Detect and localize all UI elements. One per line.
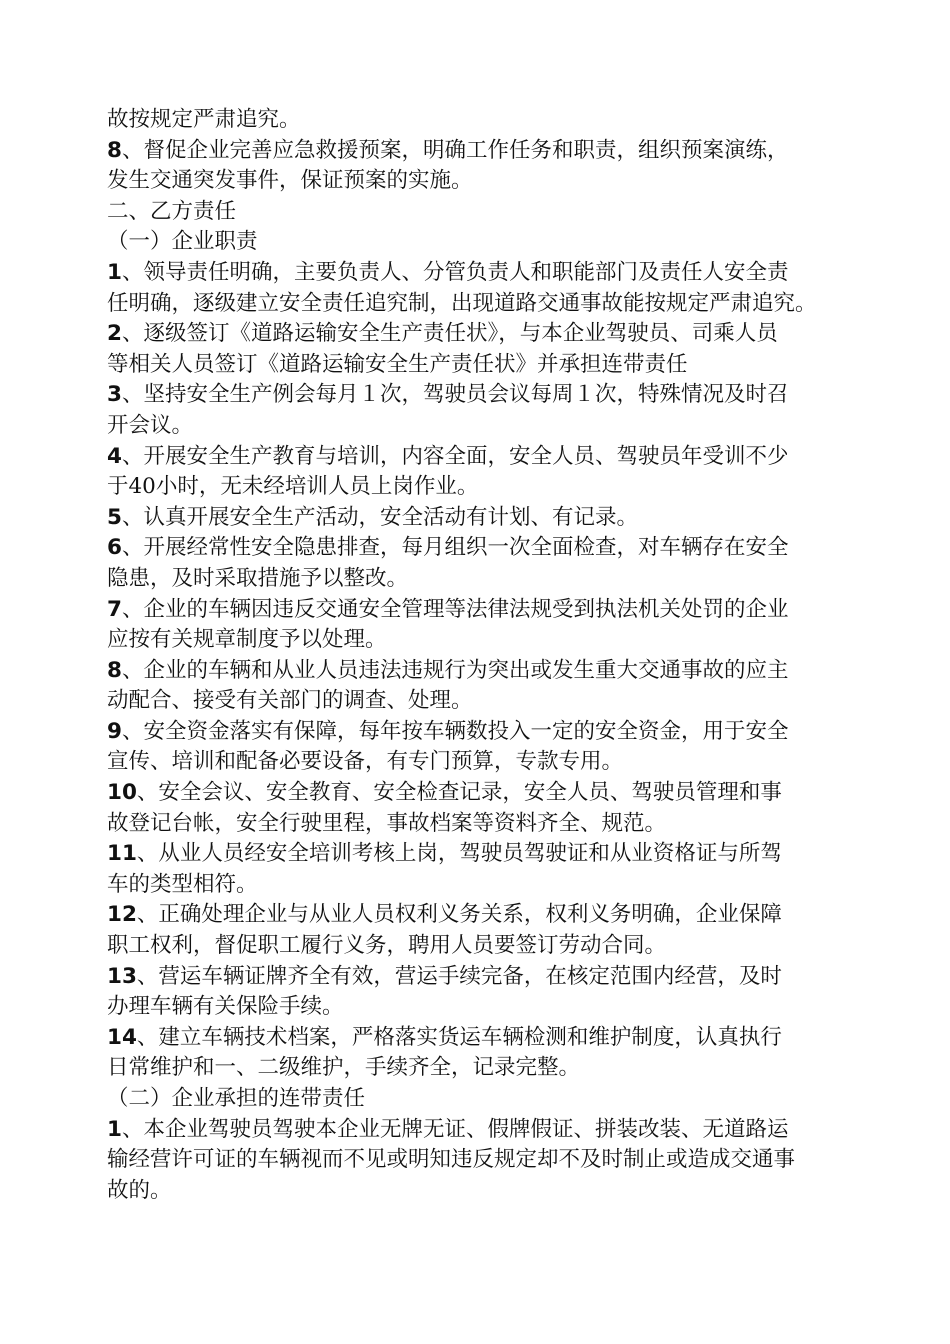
- line-text: 动配合、接受有关部门的调查、处理。: [107, 688, 473, 714]
- text-line: [107, 1115, 887, 1146]
- text-line: [107, 962, 887, 993]
- line-text: 、开展经常性安全隐患排查，每月组织一次全面检查，对车辆存在安全: [121, 535, 789, 561]
- item-number: 11: [107, 841, 137, 867]
- item-number: 3: [107, 382, 122, 408]
- text-line: [107, 380, 887, 411]
- text-line: [107, 411, 887, 442]
- text-line: [107, 900, 887, 931]
- line-text: 、企业的车辆和从业人员违法违规行为突出或发生重大交通事故的应主: [121, 657, 789, 683]
- item-number: 7: [107, 596, 122, 622]
- line-text: 办理车辆有关保险手续。: [107, 994, 344, 1020]
- line-text: （二）企业承担的连带责任: [107, 1086, 366, 1111]
- text-line: [107, 717, 887, 748]
- line-text: 、坚持安全生产例会每月１次，驾驶员会议每周１次，特殊情况及时召: [121, 382, 789, 408]
- text-line: [107, 350, 887, 381]
- text-line: [107, 1145, 887, 1176]
- text-line: [107, 931, 887, 962]
- text-line: [107, 992, 887, 1023]
- text-line: [107, 1084, 887, 1115]
- text-line: [107, 1053, 887, 1084]
- text-line: [107, 533, 887, 564]
- text-line: [107, 595, 887, 626]
- line-text: 、领导责任明确，主要负责人、分管负责人和职能部门及责任人安全责: [121, 259, 789, 285]
- item-number: 5: [107, 504, 122, 530]
- line-text: 于40小时，无未经培训人员上岗作业。: [107, 474, 479, 500]
- line-text: 隐患，及时采取措施予以整改。: [107, 565, 409, 591]
- text-line: [107, 503, 887, 534]
- text-line: [107, 319, 887, 350]
- item-number: 9: [107, 718, 122, 744]
- document-page: [107, 105, 887, 1206]
- text-line: [107, 809, 887, 840]
- text-line: [107, 105, 887, 136]
- text-line: [107, 227, 887, 258]
- item-number: 8: [107, 657, 122, 683]
- text-line: [107, 1176, 887, 1207]
- text-line: [107, 258, 887, 289]
- line-text: 发生交通突发事件，保证预案的实施。: [107, 168, 473, 194]
- line-text: 故登记台帐，安全行驶里程，事故档案等资料齐全、规范。: [107, 810, 667, 836]
- line-text: 应按有关规章制度予以处理。: [107, 627, 387, 653]
- line-text: 、企业的车辆因违反交通安全管理等法律法规受到执法机关处罚的企业: [121, 596, 789, 622]
- line-text: 任明确，逐级建立安全责任追究制，出现道路交通事故能按规定严肃追究。: [107, 290, 817, 316]
- text-line: [107, 472, 887, 503]
- line-text: 开会议。: [107, 412, 194, 438]
- line-text: 、逐级签订《道路运输安全生产责任状》，与本企业驾驶员、司乘人员: [121, 321, 778, 347]
- text-line: [107, 166, 887, 197]
- item-number: 1: [107, 1116, 122, 1142]
- text-line: [107, 136, 887, 167]
- line-text: 、认真开展安全生产活动，安全活动有计划、有记录。: [121, 504, 638, 530]
- line-text: 、开展安全生产教育与培训，内容全面，安全人员、驾驶员年受训不少: [121, 443, 789, 469]
- item-number: 13: [107, 963, 137, 989]
- line-text: 车的类型相符。: [107, 871, 258, 897]
- line-text: 故的。: [107, 1177, 172, 1203]
- line-text: 职工权利，督促职工履行义务，聘用人员要签订劳动合同。: [107, 933, 667, 959]
- text-line: [107, 747, 887, 778]
- text-line: [107, 870, 887, 901]
- text-line: [107, 289, 887, 320]
- line-text: 二、乙方责任: [107, 198, 237, 224]
- line-text: 、安全会议、安全教育、安全检查记录，安全人员、驾驶员管理和事: [136, 780, 782, 806]
- line-text: 、本企业驾驶员驾驶本企业无牌无证、假牌假证、拼装改装、无道路运: [121, 1116, 789, 1142]
- text-line: [107, 442, 887, 473]
- line-text: （一）企业职责: [107, 229, 258, 255]
- text-line: [107, 564, 887, 595]
- item-number: 10: [107, 780, 137, 806]
- line-text: 、建立车辆技术档案，严格落实货运车辆检测和维护制度，认真执行: [136, 1024, 782, 1050]
- item-number: 14: [107, 1024, 137, 1050]
- text-line: [107, 1023, 887, 1054]
- text-line: [107, 656, 887, 687]
- line-text: 日常维护和一、二级维护，手续齐全，记录完整。: [107, 1055, 581, 1081]
- text-line: [107, 839, 887, 870]
- line-text: 宣传、培训和配备必要设备，有专门预算，专款专用。: [107, 749, 624, 775]
- line-text: 、督促企业完善应急救援预案，明确工作任务和职责，组织预案演练，: [121, 137, 789, 163]
- line-text: 、正确处理企业与从业人员权利义务关系，权利义务明确，企业保障: [136, 902, 782, 928]
- text-line: [107, 197, 887, 228]
- item-number: 12: [107, 902, 137, 928]
- text-line: [107, 625, 887, 656]
- text-line: [107, 686, 887, 717]
- text-line: [107, 778, 887, 809]
- line-text: 输经营许可证的车辆视而不见或明知违反规定却不及时制止或造成交通事: [107, 1147, 796, 1173]
- item-number: 6: [107, 535, 122, 561]
- line-text: 、营运车辆证牌齐全有效，营运手续完备，在核定范围内经营，及时: [136, 963, 782, 989]
- item-number: 4: [107, 443, 122, 469]
- line-text: 等相关人员签订《道路运输安全生产责任状》并承担连带责任: [107, 351, 688, 377]
- item-number: 2: [107, 321, 122, 347]
- line-text: 、从业人员经安全培训考核上岗，驾驶员驾驶证和从业资格证与所驾: [136, 841, 782, 867]
- item-number: 1: [107, 259, 122, 285]
- line-text: 故按规定严肃追究。: [107, 107, 301, 132]
- item-number: 8: [107, 137, 122, 163]
- line-text: 、安全资金落实有保障，每年按车辆数投入一定的安全资金，用于安全: [121, 718, 789, 744]
